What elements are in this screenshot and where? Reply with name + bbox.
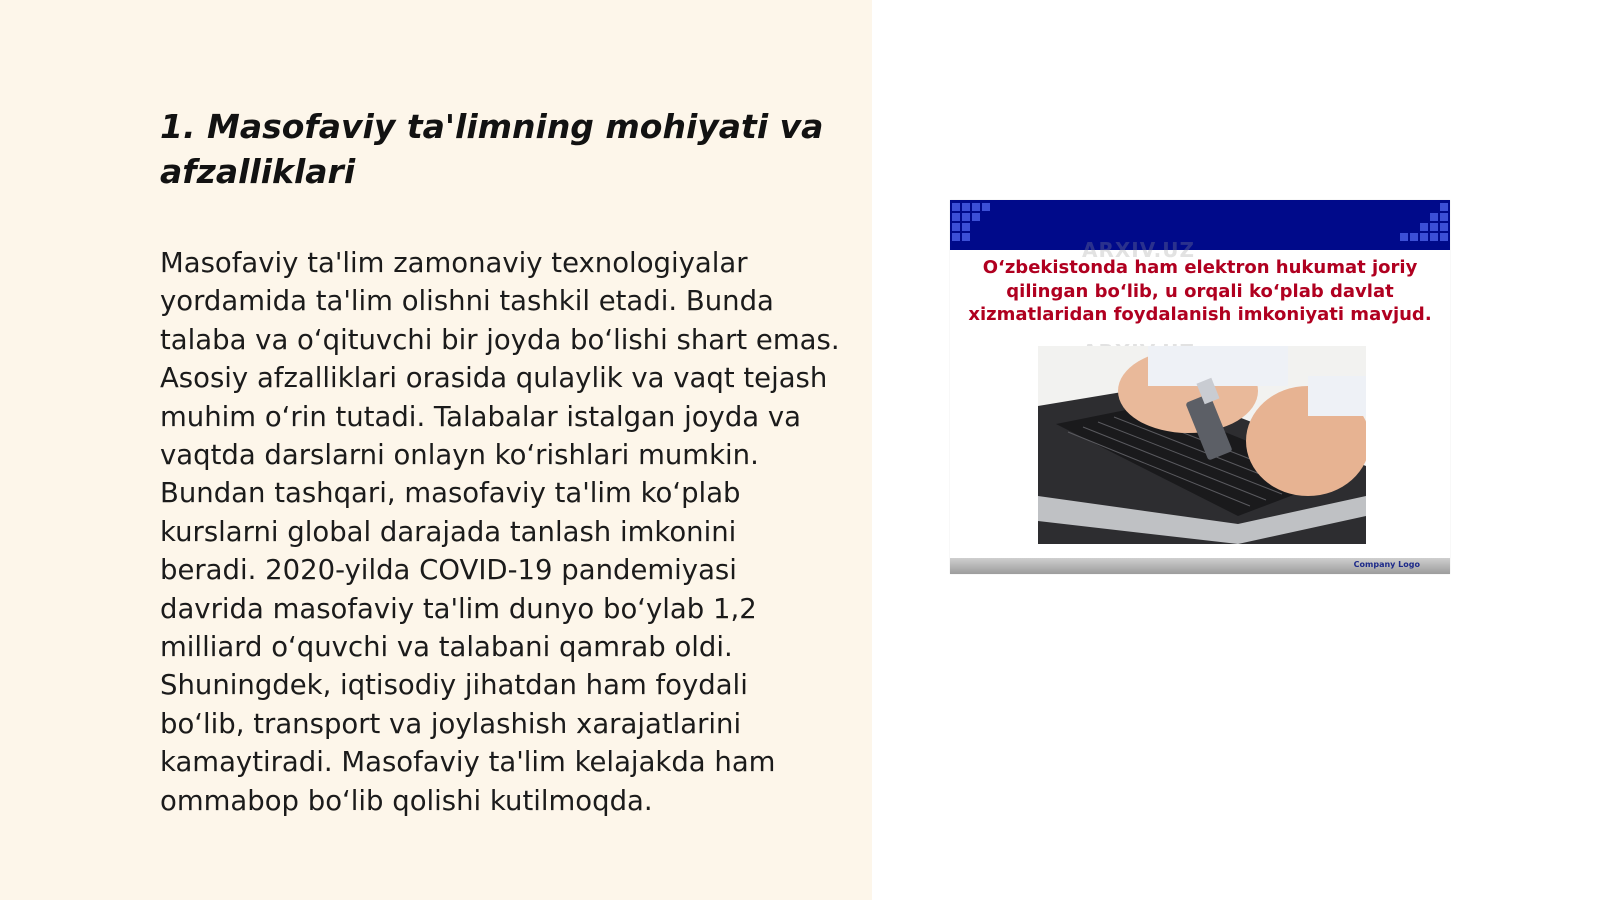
- slide-body-text: Masofaviy ta'lim zamonaviy texnologiyalar yordamida ta'lim olishni tashkil etadi. Bunda talaba va o‘qituvchi bir joyda bo‘lishi shart emas. Asosiy afzalliklari orasida qulaylik va vaqt tejash muhim o‘rin tutadi. Talabalar istalgan joyda va vaqtda darslarni onlayn ko‘rishlari mumkin. Bundan tashqari, masofaviy ta'lim ko‘plab kurslarni global darajada tanlash imkonini beradi. 2020-yilda COVID-19 pandemiyasi davrida masofaviy ta'lim dunyo bo‘ylab 1,2 milliard o‘quvchi va talabani qamrab oldi. Shuningdek, iqtisodiy jihatdan ham foydali bo‘lib, transport va joylashish xarajatlarini kamaytiradi. Masofaviy ta'lim kelajakda ham ommabop bo‘lib qolishi kutilmoqda.: [160, 247, 840, 817]
- slide-title: 1. Masofaviy ta'limning mohiyati va afzalliklari: [160, 107, 824, 191]
- company-logo-text: Company Logo: [1353, 560, 1420, 569]
- image-caption: O‘zbekistonda ham elektron hukumat joriy qilingan bo‘lib, u orqali ko‘plab davlat xizmatlaridan foydalanish imkoniyati mavjud.: [968, 257, 1432, 325]
- image-footer-band: [950, 558, 1450, 574]
- image-header-band: [950, 200, 1450, 250]
- laptop-usb-photo: [1038, 346, 1366, 544]
- slide-image: [950, 200, 1450, 574]
- watermark-text: ARXIV.UZ: [1082, 238, 1195, 262]
